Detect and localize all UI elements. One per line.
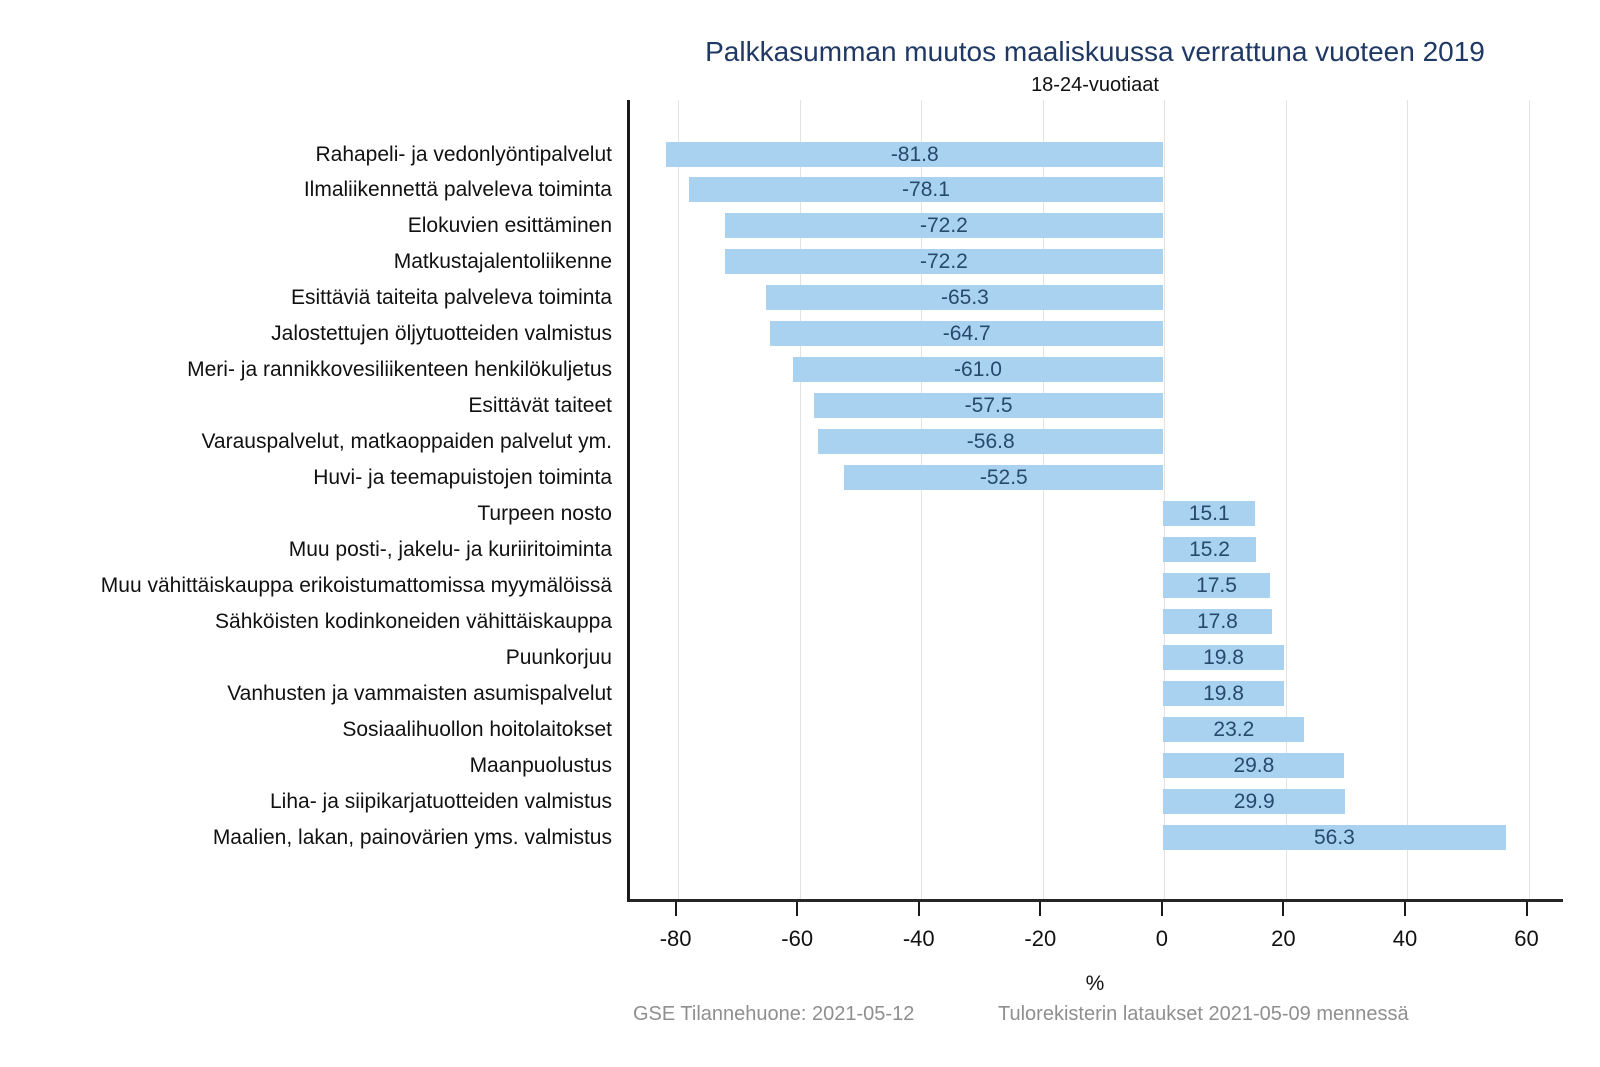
- x-axis-tick-label: 40: [1392, 926, 1418, 951]
- bar-value-label: -72.2: [919, 214, 968, 238]
- x-axis-tick: [796, 902, 798, 916]
- category-label: Varauspalvelut, matkaoppaiden palvelut ym.: [201, 430, 612, 454]
- bar: [1163, 573, 1269, 598]
- bar-value-label: 19.8: [1203, 645, 1244, 669]
- bar: [666, 142, 1163, 167]
- bar: [1163, 681, 1283, 706]
- x-axis-tick: [1161, 902, 1163, 916]
- category-label: Puunkorjuu: [505, 645, 612, 669]
- bar-value-label: -56.8: [966, 430, 1015, 454]
- category-label: Muu vähittäiskauppa erikoistumattomissa myymälöissä: [100, 573, 612, 597]
- gridline: [678, 100, 679, 899]
- bar-value-label: 15.1: [1188, 502, 1230, 525]
- bar-value-label: 56.3: [1313, 825, 1355, 849]
- x-axis-tick: [1404, 902, 1406, 916]
- x-axis-tick-label: -20: [1024, 926, 1057, 951]
- bar: [725, 249, 1164, 274]
- x-axis-tick-label: -60: [781, 926, 814, 951]
- footer-source-right: Tulorekisterin lataukset 2021-05-09 mennessä: [998, 1003, 1409, 1025]
- x-axis-label: %: [1085, 972, 1105, 995]
- bar: [1163, 753, 1344, 778]
- category-label: Turpeen nosto: [477, 502, 612, 525]
- category-label: Elokuvien esittäminen: [407, 214, 612, 238]
- bar-value-label: -61.0: [954, 358, 1002, 382]
- bar: [1163, 609, 1271, 634]
- bar: [770, 321, 1163, 346]
- bar-value-label: -72.2: [919, 250, 968, 274]
- bar-value-label: 29.9: [1233, 789, 1275, 813]
- plot-area: [627, 100, 1563, 902]
- bar: [793, 357, 1164, 382]
- bar-value-label: -64.7: [942, 322, 991, 346]
- category-label: Vanhusten ja vammaisten asumispalvelut: [227, 681, 612, 705]
- chart-title: Palkkasumman muutos maaliskuussa verrattuna vuoteen 2019: [705, 36, 1485, 67]
- x-axis-tick-label: 0: [1155, 926, 1168, 951]
- category-label: Ilmaliikennettä palveleva toiminta: [303, 178, 612, 202]
- bar: [689, 177, 1164, 202]
- category-label: Matkustajalentoliikenne: [393, 250, 612, 274]
- bar-value-label: -81.8: [890, 142, 939, 166]
- bar-value-label: 23.2: [1213, 717, 1255, 741]
- category-label: Huvi- ja teemapuistojen toiminta: [313, 466, 612, 490]
- bar: [1163, 537, 1255, 562]
- category-label: Liha- ja siipikarjatuotteiden valmistus: [270, 789, 612, 813]
- category-label: Esittävät taiteet: [468, 394, 612, 418]
- bar: [766, 285, 1163, 310]
- gridline: [1407, 100, 1408, 899]
- gridline: [1529, 100, 1530, 899]
- bar: [844, 465, 1163, 490]
- category-label: Esittäviä taiteita palveleva toiminta: [291, 286, 612, 310]
- x-axis-tick-label: -40: [902, 926, 935, 951]
- gridline: [1164, 100, 1165, 899]
- category-label: Jalostettujen öljytuotteiden valmistus: [271, 322, 612, 346]
- bar: [1163, 825, 1505, 850]
- chart-subtitle: 18-24-vuotiaat: [1031, 74, 1159, 96]
- x-axis-tick-label: 60: [1514, 926, 1539, 951]
- bar: [1163, 789, 1345, 814]
- x-axis-tick-label: -80: [659, 926, 692, 951]
- category-label: Sähköisten kodinkoneiden vähittäiskauppa: [215, 609, 612, 633]
- category-label: Muu posti-, jakelu- ja kuriiritoiminta: [288, 537, 612, 561]
- bar: [814, 393, 1163, 418]
- bar-value-label: -78.1: [902, 178, 950, 202]
- bar: [1163, 645, 1283, 670]
- x-axis-tick: [1039, 902, 1041, 916]
- bar-value-label: 17.8: [1196, 609, 1238, 633]
- bar: [1163, 717, 1304, 742]
- gridline: [1286, 100, 1287, 899]
- footer-source-left: GSE Tilannehuone: 2021-05-12: [633, 1003, 915, 1025]
- category-label: Maalien, lakan, painovärien yms. valmistus: [212, 825, 612, 849]
- category-label: Meri- ja rannikkovesiliikenteen henkilökuljetus: [187, 358, 612, 382]
- x-axis-tick-label: 20: [1271, 926, 1296, 951]
- bar-value-label: 29.8: [1233, 753, 1275, 777]
- category-label: Sosiaalihuollon hoitolaitokset: [342, 717, 612, 741]
- bar-value-label: 19.8: [1203, 681, 1244, 705]
- x-axis-tick: [1526, 902, 1528, 916]
- bar: [725, 213, 1164, 238]
- x-axis-tick: [675, 902, 677, 916]
- bar: [1163, 501, 1255, 526]
- bar-value-label: -65.3: [940, 286, 989, 310]
- x-axis-tick: [1282, 902, 1284, 916]
- bar-value-label: 15.2: [1189, 537, 1230, 561]
- bar-value-label: -57.5: [964, 394, 1013, 418]
- category-label: Maanpuolustus: [469, 753, 612, 777]
- bar: [818, 429, 1163, 454]
- bar-value-label: -52.5: [979, 466, 1028, 490]
- x-axis-tick: [918, 902, 920, 916]
- bar-value-label: 17.5: [1196, 573, 1237, 597]
- category-label: Rahapeli- ja vedonlyöntipalvelut: [315, 142, 612, 166]
